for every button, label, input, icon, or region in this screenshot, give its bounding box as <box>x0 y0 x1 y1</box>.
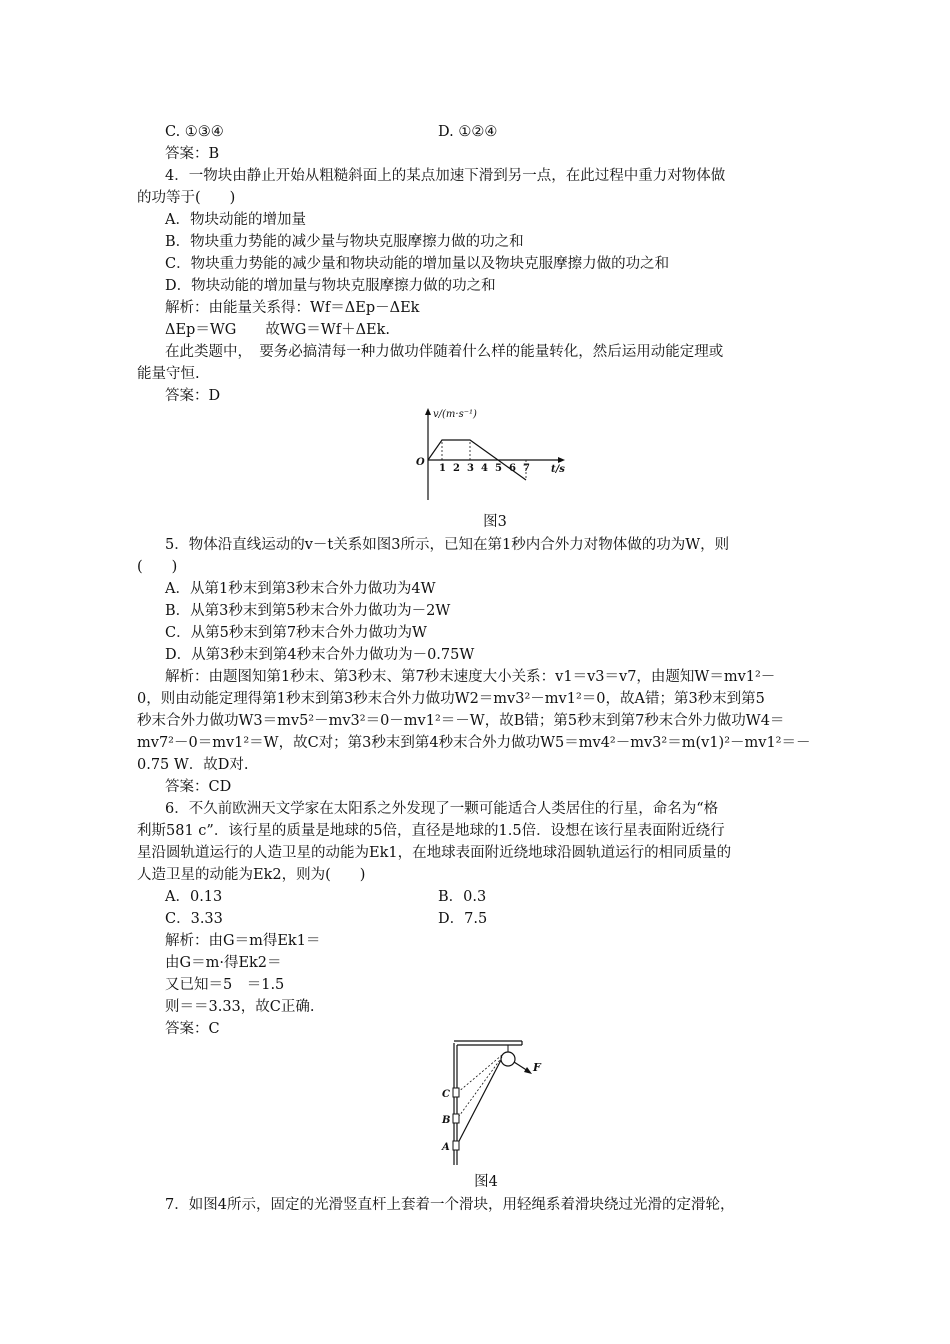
q5-option-d: D．从第3秒末到第4秒末合外力做功为－0.75W <box>165 647 475 663</box>
q6-analysis-line-2: 由G＝m·得Ek2＝ <box>165 955 282 971</box>
q6-answer: 答案：C <box>165 1021 220 1037</box>
figure3-x-arrow <box>558 457 565 463</box>
q4-analysis-line-1: 解析：由能量关系得：Wf＝ΔEp－ΔEk <box>165 300 420 316</box>
q6-analysis-line-3: 又已知＝5 ＝1.5 <box>165 977 285 993</box>
figure3-tick-6: 6 <box>509 463 516 474</box>
figure4-slider-b <box>453 1114 459 1123</box>
figure3-caption: 图3 <box>483 514 507 530</box>
figure3-tick-7: 7 <box>523 463 530 474</box>
q4-option-a: A．物块动能的增加量 <box>165 212 306 228</box>
q4-option-b: B．物块重力势能的减少量与物块克服摩擦力做的功之和 <box>165 234 524 250</box>
figure3-tick-1: 1 <box>439 463 446 474</box>
q4-stem-line-2: 的功等于( ) <box>137 190 236 206</box>
q3-answer: 答案：B <box>165 146 220 162</box>
q4-analysis-line-3: 在此类题中， 要务必搞清每一种力做功伴随着什么样的能量转化，然后运用动能定理或 <box>165 344 724 360</box>
figure3-origin-label: O <box>416 457 425 468</box>
q6-option-a: A．0.13 <box>165 889 223 905</box>
figure3-tick-3: 3 <box>467 463 474 474</box>
q6-analysis-line-4: 则＝＝3.33，故C正确. <box>165 999 315 1015</box>
q4-stem-line-1: 4．一物块由静止开始从粗糙斜面上的某点加速下滑到另一点，在此过程中重力对物体做 <box>165 168 726 184</box>
figure3-x-label: t/s <box>551 464 565 475</box>
q6-stem-line-3: 星沿圆轨道运行的人造卫星的动能为Ek1，在地球表面附近绕地球沿圆轨道运行的相同质量的 <box>137 845 732 861</box>
q5-analysis-line-5: 0.75 W．故D对. <box>137 757 249 773</box>
q4-option-d: D．物块动能的增加量与物块克服摩擦力做的功之和 <box>165 278 496 294</box>
figure4-rope-to-c <box>457 1055 502 1093</box>
figure4-force-arrow <box>524 1067 532 1074</box>
q5-analysis-line-3: 秒末合外力做功W3＝mv5²－mv3²＝0－mv1²＝－W，故B错；第5秒末到第7秒末合外力做功W4＝ <box>137 713 785 729</box>
figure3-vt-graph <box>405 405 585 505</box>
figure3-axes <box>416 408 565 500</box>
figure3-y-label: v/(m·s⁻¹) <box>433 409 477 420</box>
figure4-rope-to-b <box>457 1057 502 1119</box>
q6-option-d: D．7.5 <box>438 911 488 927</box>
q5-analysis-line-2: 0，则由动能定理得第1秒末到第3秒末合外力做功W2＝mv3²－mv1²＝0，故A错；第3秒末到第5 <box>137 691 765 707</box>
figure4-rope-to-a <box>457 1060 501 1145</box>
figure3-tick-labels <box>439 463 530 474</box>
q3-option-d: D. ①②④ <box>438 124 498 140</box>
q6-option-b: B．0.3 <box>438 889 487 905</box>
q6-stem-line-4: 人造卫星的动能为Ek2，则为( ) <box>137 867 366 883</box>
figure4-label-b: B <box>442 1115 451 1126</box>
figure4-label-c: C <box>442 1089 450 1100</box>
q3-option-c: C. ①③④ <box>165 124 224 140</box>
figure4-caption: 图4 <box>474 1174 498 1190</box>
q6-stem-line-1: 6．不久前欧洲天文学家在太阳系之外发现了一颗可能适合人类居住的行星，命名为“格 <box>165 801 719 817</box>
q4-analysis-line-4: 能量守恒. <box>137 366 200 382</box>
q6-option-c: C．3.33 <box>165 911 223 927</box>
q5-answer: 答案：CD <box>165 779 232 795</box>
q5-stem-line-1: 5．物体沿直线运动的v－t关系如图3所示，已知在第1秒内合外力对物体做的功为W，则 <box>165 537 730 553</box>
figure4-pulley-diagram <box>430 1033 550 1168</box>
figure4-slider-c <box>453 1088 459 1097</box>
q4-analysis-line-2: ΔEp＝WG 故WG＝Wf＋ΔEk. <box>165 322 391 338</box>
q4-option-c: C．物块重力势能的减少量和物块动能的增加量以及物块克服摩擦力做的功之和 <box>165 256 670 272</box>
figure4-pulley <box>501 1052 515 1066</box>
q6-stem-line-2: 利斯581 c”．该行星的质量是地球的5倍，直径是地球的1.5倍．设想在该行星表面附近绕行 <box>137 823 725 839</box>
figure3-tick-5: 5 <box>495 463 502 474</box>
q5-analysis-line-1: 解析：由题图知第1秒末、第3秒末、第7秒末速度大小关系：v1＝v3＝v7，由题知W＝mv1²－ <box>165 669 776 685</box>
figure4-label-f: F <box>533 1061 541 1074</box>
figure3-tick-2: 2 <box>453 463 460 474</box>
q5-analysis-line-4: mv7²－0＝mv1²＝W，故C对；第3秒末到第4秒末合外力做功W5＝mv4²－mv3²＝m(v1)²－mv1²＝－ <box>137 735 811 751</box>
figure3-tick-4: 4 <box>481 463 488 474</box>
q5-option-c: C．从第5秒末到第7秒末合外力做功为W <box>165 625 427 641</box>
figure4-label-a: A <box>442 1142 450 1153</box>
figure4-slider-a <box>453 1141 459 1150</box>
q5-stem-line-2: ( ) <box>137 559 178 575</box>
q7-stem-line-1: 7．如图4所示，固定的光滑竖直杆上套着一个滑块，用轻绳系着滑块绕过光滑的定滑轮， <box>165 1197 735 1213</box>
q6-analysis-line-1: 解析：由G＝m得Ek1＝ <box>165 933 321 949</box>
q4-answer: 答案：D <box>165 388 221 404</box>
q5-option-a: A．从第1秒末到第3秒末合外力做功为4W <box>165 581 436 597</box>
q5-option-b: B．从第3秒末到第5秒末合外力做功为－2W <box>165 603 451 619</box>
figure3-y-arrow <box>425 408 431 415</box>
